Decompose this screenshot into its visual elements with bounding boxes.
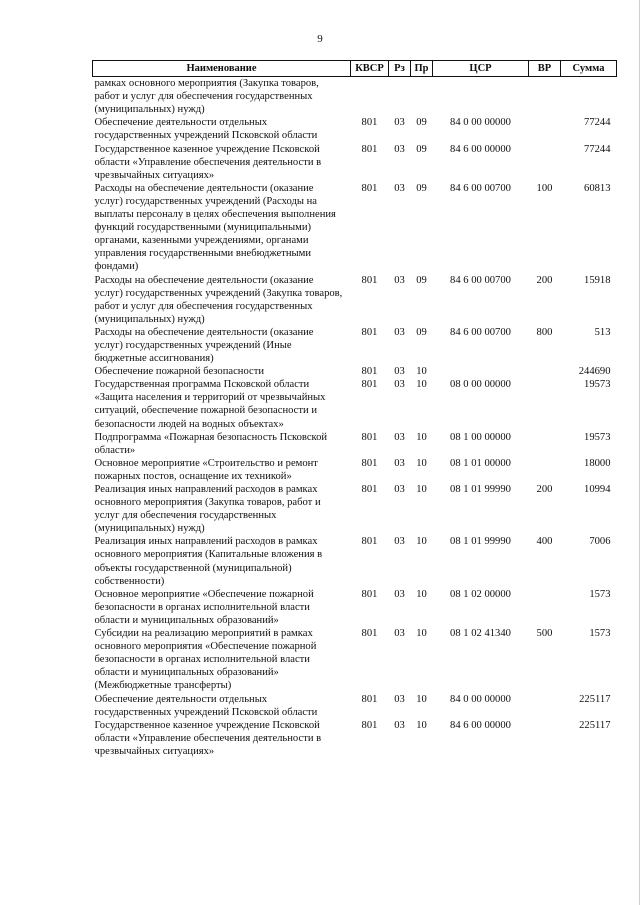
cell-vr: 200 (536, 274, 553, 286)
cell-kvsr: 801 (361, 628, 378, 640)
cell-name: Субсидии на реализацию мероприятий в рамках основного мероприятия «Обеспечение пожарной безопасности в органах исполнительной власти области и муниципальных образований» (Межбюджетные трансферты) (94, 628, 317, 692)
cell-sum: 225117 (579, 693, 611, 705)
cell-pr: 10 (416, 536, 427, 548)
cell-sum: 19573 (584, 431, 611, 443)
table-row (93, 457, 617, 483)
cell-vr: 500 (536, 628, 553, 640)
cell-name: Расходы на обеспечение деятельности (оказание услуг) государственных учреждений (Закупка товаров, работ и услуг для обеспечения государственных (муниципальных) нужд) (94, 274, 343, 325)
cell-kvsr: 801 (361, 484, 378, 495)
table-body (93, 77, 617, 758)
cell-name: Подпрограмма «Пожарная безопасность Псковской области» (94, 431, 328, 456)
cell-pr: 09 (416, 326, 427, 338)
cell-kvsr: 801 (361, 457, 378, 469)
cell-name: Обеспечение деятельности отдельных государственных учреждений Псковской области (94, 693, 318, 718)
table-row (93, 535, 617, 587)
header-vr: ВР (529, 61, 561, 77)
cell-name: Государственное казенное учреждение Псковской области «Управление обеспечения деятельности в чрезвычайных ситуациях» (94, 719, 322, 757)
cell-vr (529, 719, 561, 758)
budget-table-container (92, 60, 616, 758)
cell-vr (529, 143, 561, 182)
cell-sum: 77244 (584, 117, 611, 129)
cell-rz: 03 (394, 143, 405, 155)
cell-csr (433, 365, 529, 378)
cell-csr: 84 0 00 00000 (450, 693, 511, 705)
cell-csr: 84 6 00 00000 (450, 143, 511, 155)
cell-rz: 03 (394, 719, 405, 731)
cell-vr (529, 365, 561, 378)
table-row (93, 693, 617, 719)
cell-rz: 03 (394, 536, 405, 548)
cell-pr: 10 (416, 628, 427, 640)
cell-kvsr: 801 (361, 182, 378, 194)
cell-sum: 77244 (584, 143, 611, 155)
table-header (93, 61, 617, 77)
cell-csr: 84 6 00 00700 (450, 182, 511, 194)
table-row (93, 182, 617, 274)
cell-name: Основное мероприятие «Обеспечение пожарной безопасности в органах исполнительной власти области и муниципальных образований» (94, 588, 314, 626)
cell-vr: 100 (536, 182, 553, 194)
cell-name: Обеспечение деятельности отдельных государственных учреждений Псковской области (94, 117, 318, 142)
header-rz: Рз (389, 61, 411, 77)
header-sum: Сумма (561, 61, 617, 77)
cell-kvsr: 801 (361, 431, 378, 443)
cell-pr: 10 (416, 484, 427, 495)
cell-vr (529, 378, 561, 430)
cell-sum: 18000 (584, 457, 611, 469)
header-csr: ЦСР (433, 61, 529, 77)
cell-csr: 08 1 01 00000 (450, 457, 511, 469)
table-row (93, 77, 617, 117)
cell-kvsr: 801 (361, 366, 378, 378)
cell-pr: 10 (416, 693, 427, 705)
cell-csr: 08 0 00 00000 (450, 379, 511, 391)
cell-rz: 03 (394, 588, 405, 600)
table-row (93, 483, 617, 535)
cell-kvsr: 801 (361, 379, 378, 391)
cell-kvsr: 801 (361, 588, 378, 600)
cell-vr: 800 (536, 326, 553, 338)
cell-kvsr (351, 77, 389, 117)
header-name: Наименование (93, 61, 351, 77)
cell-csr: 84 6 00 00000 (450, 719, 511, 731)
cell-csr: 08 1 00 00000 (450, 431, 511, 443)
cell-pr: 09 (416, 143, 427, 155)
table-row (93, 326, 617, 365)
cell-pr: 09 (416, 117, 427, 129)
cell-kvsr: 801 (361, 143, 378, 155)
cell-csr: 84 0 00 00000 (450, 117, 511, 129)
cell-rz: 03 (394, 484, 405, 495)
cell-csr: 84 6 00 00700 (450, 326, 511, 338)
table-row (93, 431, 617, 457)
cell-pr: 10 (416, 719, 427, 731)
cell-sum: 1573 (589, 628, 611, 640)
budget-table (92, 60, 617, 758)
cell-rz: 03 (394, 366, 405, 378)
table-row (93, 378, 617, 430)
page-number: 9 (317, 33, 323, 45)
cell-vr (529, 431, 561, 457)
cell-name: Реализация иных направлений расходов в рамках основного мероприятия (Закупка товаров, работ и услуг для обеспечения государственных (муниципальных) нужд) (94, 484, 321, 535)
cell-sum: 1573 (589, 588, 611, 600)
cell-sum: 244690 (578, 366, 611, 378)
cell-rz: 03 (394, 457, 405, 469)
cell-sum: 7006 (589, 536, 611, 548)
cell-rz: 03 (394, 326, 405, 338)
cell-sum: 513 (594, 326, 611, 338)
cell-pr: 10 (416, 588, 427, 600)
header-row (93, 61, 617, 77)
cell-rz (389, 77, 411, 117)
cell-csr: 08 1 01 99990 (450, 484, 511, 495)
cell-pr: 10 (416, 366, 427, 378)
cell-kvsr: 801 (361, 117, 378, 129)
header-kvsr: КВСР (351, 61, 389, 77)
cell-vr (529, 457, 561, 483)
cell-kvsr: 801 (361, 274, 378, 286)
cell-vr (529, 588, 561, 627)
cell-vr: 200 (536, 484, 553, 495)
cell-name: Расходы на обеспечение деятельности (оказание услуг) государственных учреждений (Иные бюджетные ассигнования) (94, 326, 314, 365)
table-row (93, 116, 617, 142)
cell-rz: 03 (394, 431, 405, 443)
cell-name: Расходы на обеспечение деятельности (оказание услуг) государственных учреждений (Расходы на выплаты персоналу в целях обеспечения выполнения функций государственными (муниципальными) органами, казенными учреждениями, органами управления государственными внебюджетными фондами) (94, 182, 336, 273)
cell-name: Государственная программа Псковской области «Защита населения и территорий от чрезвычайных ситуаций, обеспечение пожарной безопасности и безопасности людей на водных объектах» (94, 379, 326, 430)
cell-pr: 09 (416, 182, 427, 194)
cell-rz: 03 (394, 628, 405, 640)
cell-vr (529, 77, 561, 117)
cell-kvsr: 801 (361, 326, 378, 338)
cell-vr (529, 693, 561, 719)
cell-pr: 09 (416, 274, 427, 286)
cell-rz: 03 (394, 379, 405, 391)
cell-sum: 60813 (584, 182, 611, 194)
cell-rz: 03 (394, 274, 405, 286)
cell-sum (561, 77, 617, 117)
cell-sum: 10994 (584, 484, 611, 495)
table-row (93, 274, 617, 326)
table-row (93, 365, 617, 378)
table-row (93, 627, 617, 692)
cell-rz: 03 (394, 117, 405, 129)
cell-name: Основное мероприятие «Строительство и ремонт пожарных постов, оснащение их техникой» (94, 457, 318, 482)
cell-pr: 10 (416, 431, 427, 443)
cell-name: Реализация иных направлений расходов в рамках основного мероприятия (Капитальные вложения в объекты государственной (муниципальной) собственности) (94, 536, 323, 587)
cell-sum: 15918 (584, 274, 611, 286)
cell-rz: 03 (394, 693, 405, 705)
cell-csr: 08 1 02 41340 (450, 628, 511, 640)
header-pr: Пр (411, 61, 433, 77)
cell-rz: 03 (394, 182, 405, 194)
cell-name: Обеспечение пожарной безопасности (94, 366, 265, 378)
cell-pr: 10 (416, 457, 427, 469)
cell-sum: 225117 (579, 719, 611, 731)
cell-vr: 400 (536, 536, 553, 548)
cell-kvsr: 801 (361, 719, 378, 731)
cell-csr (433, 77, 529, 117)
table-row (93, 588, 617, 627)
table-row (93, 719, 617, 758)
cell-csr: 08 1 02 00000 (450, 588, 511, 600)
cell-pr: 10 (416, 379, 427, 391)
cell-csr: 84 6 00 00700 (450, 274, 511, 286)
cell-vr (529, 116, 561, 142)
cell-csr: 08 1 01 99990 (450, 536, 511, 548)
cell-pr (411, 77, 433, 117)
cell-kvsr: 801 (361, 536, 378, 548)
cell-sum: 19573 (584, 379, 611, 391)
table-row (93, 143, 617, 182)
cell-kvsr: 801 (361, 693, 378, 705)
cell-name: Государственное казенное учреждение Псковской области «Управление обеспечения деятельности в чрезвычайных ситуациях» (94, 143, 322, 181)
cell-name: рамках основного мероприятия (Закупка товаров, работ и услуг для обеспечения государственных (муниципальных) нужд) (94, 78, 319, 116)
